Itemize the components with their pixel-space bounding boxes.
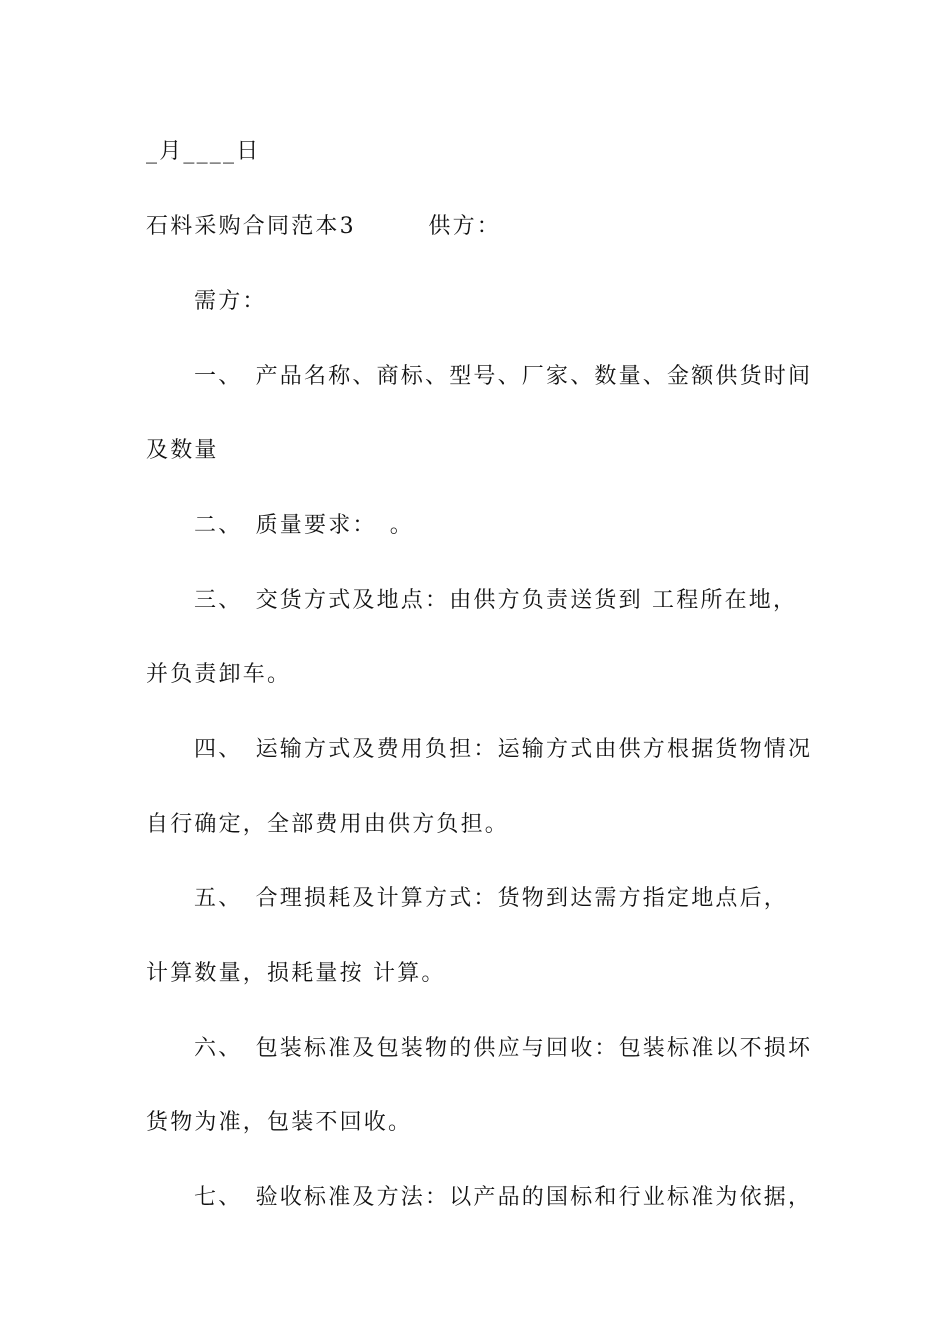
clause-4-line-1: 四、 运输方式及费用负担：运输方式由供方根据货物情况	[194, 737, 813, 762]
clause-3-line-2: 并负责卸车。	[146, 662, 292, 687]
date-fragment: _月____日	[146, 139, 261, 164]
clause-6-line-1: 六、 包装标准及包装物的供应与回收：包装标准以不损坏	[194, 1036, 813, 1061]
clause-2-line-1: 二、 质量要求： 。	[194, 513, 415, 538]
contract-title-line: 石料采购合同范本3 供方：	[146, 214, 501, 239]
clause-1-line-1: 一、 产品名称、商标、型号、厂家、数量、金额供货时间	[194, 364, 813, 389]
clause-5-line-1: 五、 合理损耗及计算方式：货物到达需方指定地点后，	[194, 886, 789, 911]
clause-4-line-2: 自行确定，全部费用由供方负担。	[146, 812, 510, 837]
clause-1-line-2: 及数量	[146, 438, 219, 463]
clause-6-line-2: 货物为准，包装不回收。	[146, 1110, 413, 1135]
clause-3-line-1: 三、 交货方式及地点：由供方负责送货到 工程所在地，	[194, 588, 798, 613]
clause-5-line-2: 计算数量，损耗量按 计算。	[146, 961, 446, 986]
clause-7-line-1: 七、 验收标准及方法：以产品的国标和行业标准为依据，	[194, 1185, 813, 1210]
party-buyer-line: 需方：	[194, 289, 267, 314]
